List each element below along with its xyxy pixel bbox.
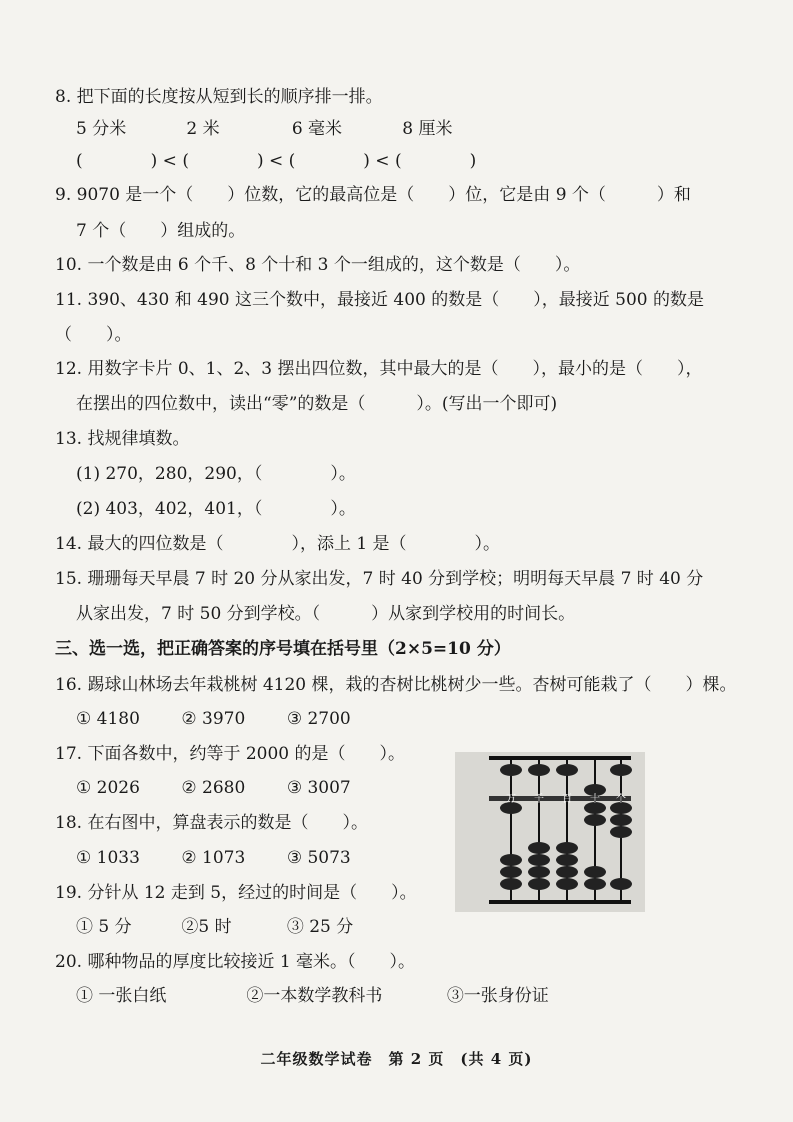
option: ③ 25 分 <box>286 917 354 937</box>
abacus-label: 百 <box>562 794 572 805</box>
question-10: 10. 一个数是由 6 个千、8 个十和 3 个一组成的，这个数是（ ）。 <box>55 255 581 275</box>
question-16: 16. 踢球山林场去年栽桃树 4120 棵，栽的杏树比桃树少一些。杏树可能栽了（ ）棵。 <box>55 675 737 695</box>
q8-item: 6 毫米 <box>291 119 343 139</box>
abacus-label: 万 <box>506 794 516 805</box>
question-8-blanks: ( ) < ( ) < ( ) < ( ) <box>76 151 477 171</box>
abacus-illustration <box>455 752 645 912</box>
option: ③ 3007 <box>286 778 351 798</box>
question-11-line2: （ ）。 <box>55 325 132 345</box>
option: ① 5 分 <box>76 917 132 937</box>
question-19: 19. 分针从 12 走到 5，经过的时间是（ ）。 <box>55 883 417 903</box>
option: ① 一张白纸 <box>76 986 167 1006</box>
option: ② 2680 <box>181 778 246 798</box>
abacus-label: 个 <box>616 794 626 805</box>
question-8-items <box>76 118 452 140</box>
question-16-options <box>76 708 351 730</box>
option: ②一本数学教科书 <box>246 986 383 1006</box>
option: ② 3970 <box>181 709 246 729</box>
page-footer: 二年级数学试卷 第 2 页 (共 4 页) <box>260 1050 533 1068</box>
question-15-line2: 从家出发，7 时 50 分到学校。（ ）从家到学校用的时间长。 <box>76 604 576 624</box>
option: ③ 5073 <box>286 848 351 868</box>
question-13-sub1: (1) 270，280，290，（ ）。 <box>76 464 356 484</box>
question-13: 13. 找规律填数。 <box>55 429 190 449</box>
q8-item: 2 米 <box>186 119 220 139</box>
option: ②5 时 <box>181 917 232 937</box>
question-17: 17. 下面各数中，约等于 2000 的是（ ）。 <box>55 744 406 764</box>
question-18-options <box>76 847 351 869</box>
question-12-line1: 12. 用数字卡片 0、1、2、3 摆出四位数，其中最大的是（ ），最小的是（ ）， <box>55 359 703 379</box>
section-3-title: 三、选一选，把正确答案的序号填在括号里（2×5=10 分） <box>55 639 511 659</box>
q8-item: 5 分米 <box>76 119 127 139</box>
question-20: 20. 哪种物品的厚度比较接近 1 毫米。（ ）。 <box>55 952 416 972</box>
question-13-sub2: (2) 403，402，401，（ ）。 <box>76 499 356 519</box>
q8-item: 8 厘米 <box>402 119 453 139</box>
option: ① 2026 <box>76 778 140 798</box>
option: ③ 2700 <box>286 709 351 729</box>
question-12-line2: 在摆出的四位数中，读出“零”的数是（ ）。(写出一个即可) <box>76 394 558 414</box>
option: ① 1033 <box>76 848 140 868</box>
option: ② 1073 <box>181 848 246 868</box>
question-11-line1: 11. 390、430 和 490 这三个数中，最接近 400 的数是（ ），最接近 500 的数是 <box>55 290 705 310</box>
abacus-label: 千 <box>534 794 544 805</box>
question-18: 18. 在右图中，算盘表示的数是（ ）。 <box>55 813 368 833</box>
question-9-line1: 9. 9070 是一个（ ）位数，它的最高位是（ ）位，它是由 9 个（ ）和 <box>55 185 691 205</box>
question-15-line1: 15. 珊珊每天早晨 7 时 20 分从家出发，7 时 40 分到学校；明明每天早晨 7 时 40 分 <box>55 569 704 589</box>
question-9-line2: 7 个（ ）组成的。 <box>76 221 246 241</box>
question-19-options <box>76 916 353 938</box>
option: ③一张身份证 <box>446 986 549 1006</box>
question-20-options <box>76 985 549 1007</box>
option: ① 4180 <box>76 709 140 729</box>
question-14: 14. 最大的四位数是（ ），添上 1 是（ ）。 <box>55 534 501 554</box>
question-8: 8. 把下面的长度按从短到长的顺序排一排。 <box>55 87 383 107</box>
question-17-options <box>76 777 351 799</box>
abacus-label: 十 <box>590 794 600 805</box>
